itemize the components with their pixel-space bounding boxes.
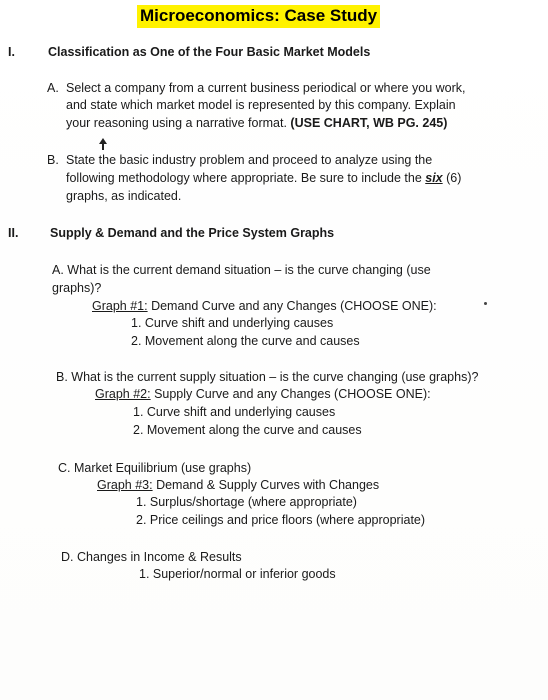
- graph-2-label: Graph #2:: [95, 387, 151, 401]
- section-2-a-line2: graphs)?: [52, 281, 102, 295]
- list-item: 2. Price ceilings and price floors (where appropriate): [136, 513, 426, 527]
- section-1-a-line3-text: your reasoning using a narrative format.: [66, 116, 291, 130]
- section-1-b-label: B.: [47, 153, 59, 167]
- section-1-numeral: I.: [8, 45, 15, 59]
- graph-3-label: Graph #3:: [97, 478, 153, 492]
- section-2-d-line1: D. Changes in Income & Results: [61, 550, 242, 564]
- six-number: (6): [442, 171, 462, 185]
- list-item: 1. Superior/normal or inferior goods: [139, 567, 336, 581]
- graph-1-label: Graph #1:: [92, 299, 148, 313]
- list-item: 2. Movement along the curve and causes: [133, 423, 362, 437]
- section-1-a-line1: Select a company from a current business periodical or where you work,: [66, 81, 466, 95]
- list-item: 1. Curve shift and underlying causes: [131, 316, 334, 330]
- section-1-b-line2: [66, 170, 461, 186]
- section-1-a-label: A.: [47, 81, 59, 95]
- list-item: 2. Movement along the curve and causes: [131, 334, 360, 348]
- list-item: 1. Surplus/shortage (where appropriate): [136, 495, 357, 509]
- graph-2-line: [95, 386, 431, 402]
- graph-3-text: Demand & Supply Curves with Changes: [152, 478, 380, 492]
- section-1-a-line2: and state which market model is represented by this company. Explain: [66, 98, 456, 112]
- section-2-heading: Supply & Demand and the Price System Graphs: [50, 226, 335, 240]
- graph-1-line: [92, 298, 437, 314]
- six-emphasis: six: [425, 171, 443, 185]
- mouse-cursor-icon: [98, 137, 108, 151]
- graph-2-text: Supply Curve and any Changes (CHOOSE ONE):: [150, 387, 431, 401]
- graph-1-text: Demand Curve and any Changes (CHOOSE ONE):: [147, 299, 437, 313]
- graph-3-line: [97, 477, 379, 493]
- stray-mark: [484, 302, 487, 305]
- section-2-numeral: II.: [8, 226, 19, 240]
- section-1-b-line3: graphs, as indicated.: [66, 189, 182, 203]
- section-2-a-line1: A. What is the current demand situation – is the curve changing (use: [52, 263, 431, 277]
- section-1-a-line3: [66, 115, 447, 131]
- list-item: 1. Curve shift and underlying causes: [133, 405, 336, 419]
- section-2-c-line1: C. Market Equilibrium (use graphs): [58, 461, 252, 475]
- section-2-b-line1: B. What is the current supply situation – is the curve changing (use graphs)?: [56, 370, 479, 384]
- section-1-b-line1: State the basic industry problem and proceed to analyze using the: [66, 153, 433, 167]
- section-1-b-line2-text: following methodology where appropriate. Be sure to include the: [66, 171, 426, 185]
- page-title: Microeconomics: Case Study: [137, 5, 380, 28]
- section-1-heading: Classification as One of the Four Basic Market Models: [48, 45, 371, 59]
- chart-reference: (USE CHART, WB PG. 245): [290, 116, 448, 130]
